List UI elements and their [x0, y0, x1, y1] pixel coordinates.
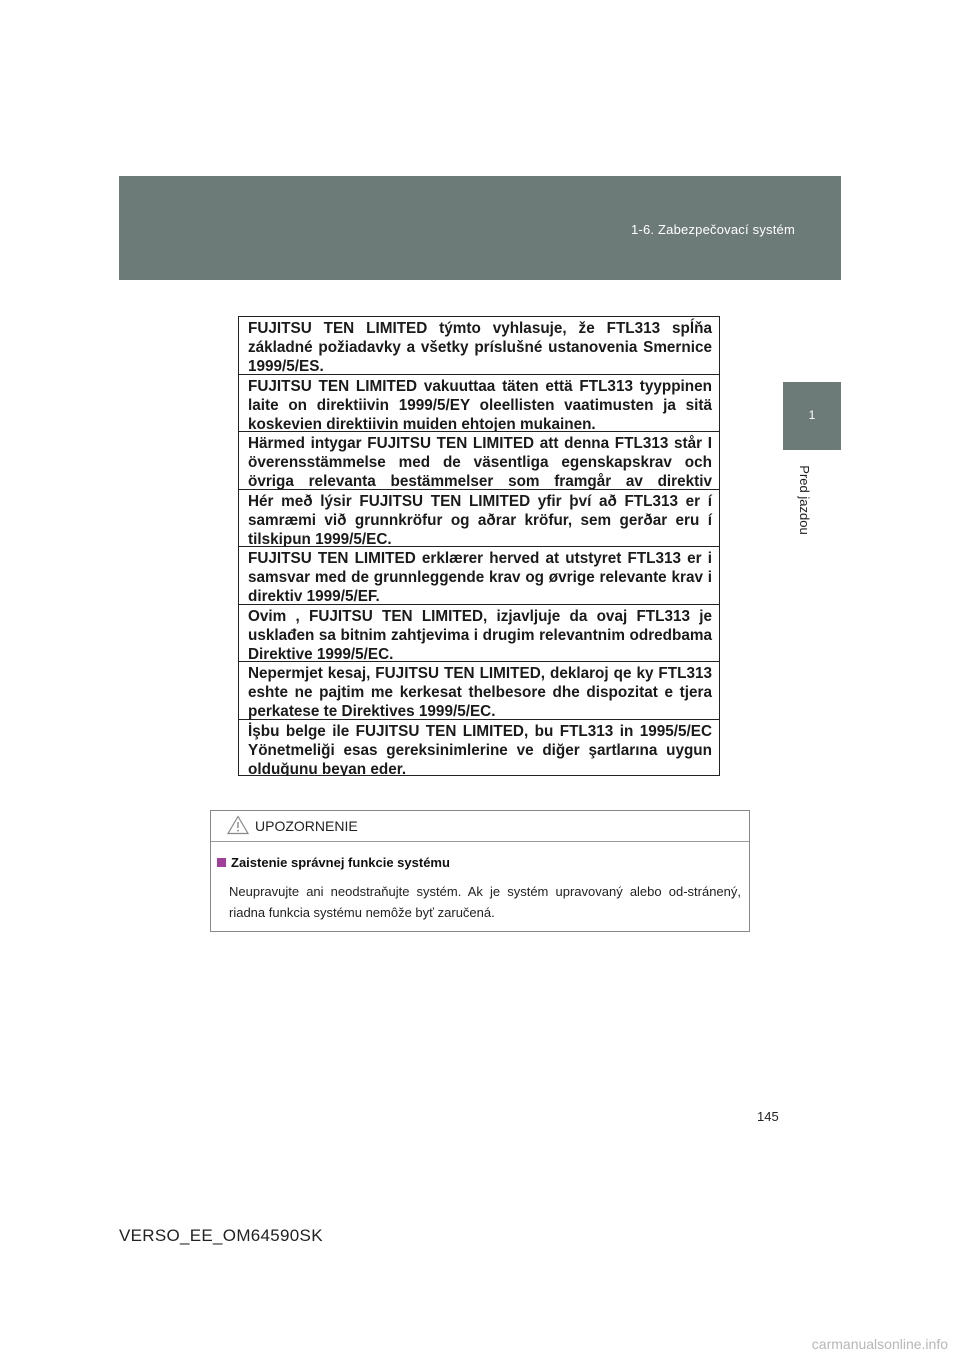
warning-box: [210, 810, 750, 932]
warning-subtitle-text: Zaistenie správnej funkcie systému: [231, 855, 450, 870]
declaration-text: FUJITSU TEN LIMITED erklærer herved at utstyret FTL313 er i samsvar med de grunnleggende krav og øvrige relevante krav i direktiv 1999/5/EF.: [248, 550, 712, 604]
declaration-text: Hér með lýsir FUJITSU TEN LIMITED yfir því að FTL313 er í samræmi við grunnkröfur og aðrar kröfur, sem gerðar eru í tilskipun 1999/5/EC.: [248, 492, 712, 546]
declaration-row: [239, 374, 719, 432]
section-title: 1-6. Zabezpečovací systém: [631, 222, 795, 237]
declaration-text: Ovim , FUJITSU TEN LIMITED, izjavljuje da ovaj FTL313 je usklađen sa bitnim zahtjevima i drugim relevantnim odredbama Direktive 1999/5/EC.: [248, 607, 712, 661]
declaration-row: [239, 719, 719, 777]
declaration-row: [239, 661, 719, 719]
declaration-text: FUJITSU TEN LIMITED týmto vyhlasuje, že FTL313 spĺňa základné požiadavky a všetky príslušné ustanovenia Smernice 1999/5/ES.: [248, 320, 712, 374]
declaration-row: [239, 431, 719, 489]
warning-subtitle: [217, 855, 450, 870]
bullet-square-icon: [217, 858, 226, 867]
declaration-row: [239, 546, 719, 604]
watermark: carmanualsonline.info: [811, 1336, 948, 1352]
warning-triangle-icon: [227, 815, 249, 840]
warning-title: UPOZORNENIE: [255, 818, 358, 834]
declaration-row: [239, 604, 719, 662]
document-code: VERSO_EE_OM64590SK: [119, 1226, 323, 1245]
declaration-row: [239, 316, 719, 374]
chapter-label: Pred jazdou: [797, 465, 812, 535]
declaration-text: FUJITSU TEN LIMITED vakuuttaa täten että FTL313 tyyppinen laite on direktiivin 1999/5/EY oleellisten vaatimusten ja sitä koskevien direktiivin muiden ehtojen mukainen.: [248, 377, 712, 431]
chapter-number: 1: [808, 408, 816, 422]
declaration-row: [239, 489, 719, 547]
declaration-text: İşbu belge ile FUJITSU TEN LIMITED, bu FTL313 in 1995/5/EC Yönetmeliği esas gereksinimlerine ve diğer şartlarına uygun olduğunu beyan eder.: [248, 722, 712, 776]
declaration-table: [238, 316, 720, 776]
warning-header: [211, 811, 749, 842]
header-band: [119, 176, 841, 280]
chapter-tab: [783, 382, 841, 450]
declaration-text: Härmed intygar FUJITSU TEN LIMITED att denna FTL313 står I överensstämmelse med de väsentliga egenskapskrav och övriga relevanta bestämmelser som framgår av direktiv: [248, 435, 712, 489]
warning-body: Neupravujte ani neodstraňujte systém. Ak je systém upravovaný alebo od-stránený, riadna funkcia systému nemôže byť zaručená.: [229, 884, 741, 920]
page-number: 145: [757, 1109, 779, 1124]
declaration-text: Nepermjet kesaj, FUJITSU TEN LIMITED, deklaroj qe ky FTL313 eshte ne pajtim me kerkesat thelbesore dhe dispozitat e tjera perkatese te Direktives 1999/5/EC.: [248, 665, 712, 719]
